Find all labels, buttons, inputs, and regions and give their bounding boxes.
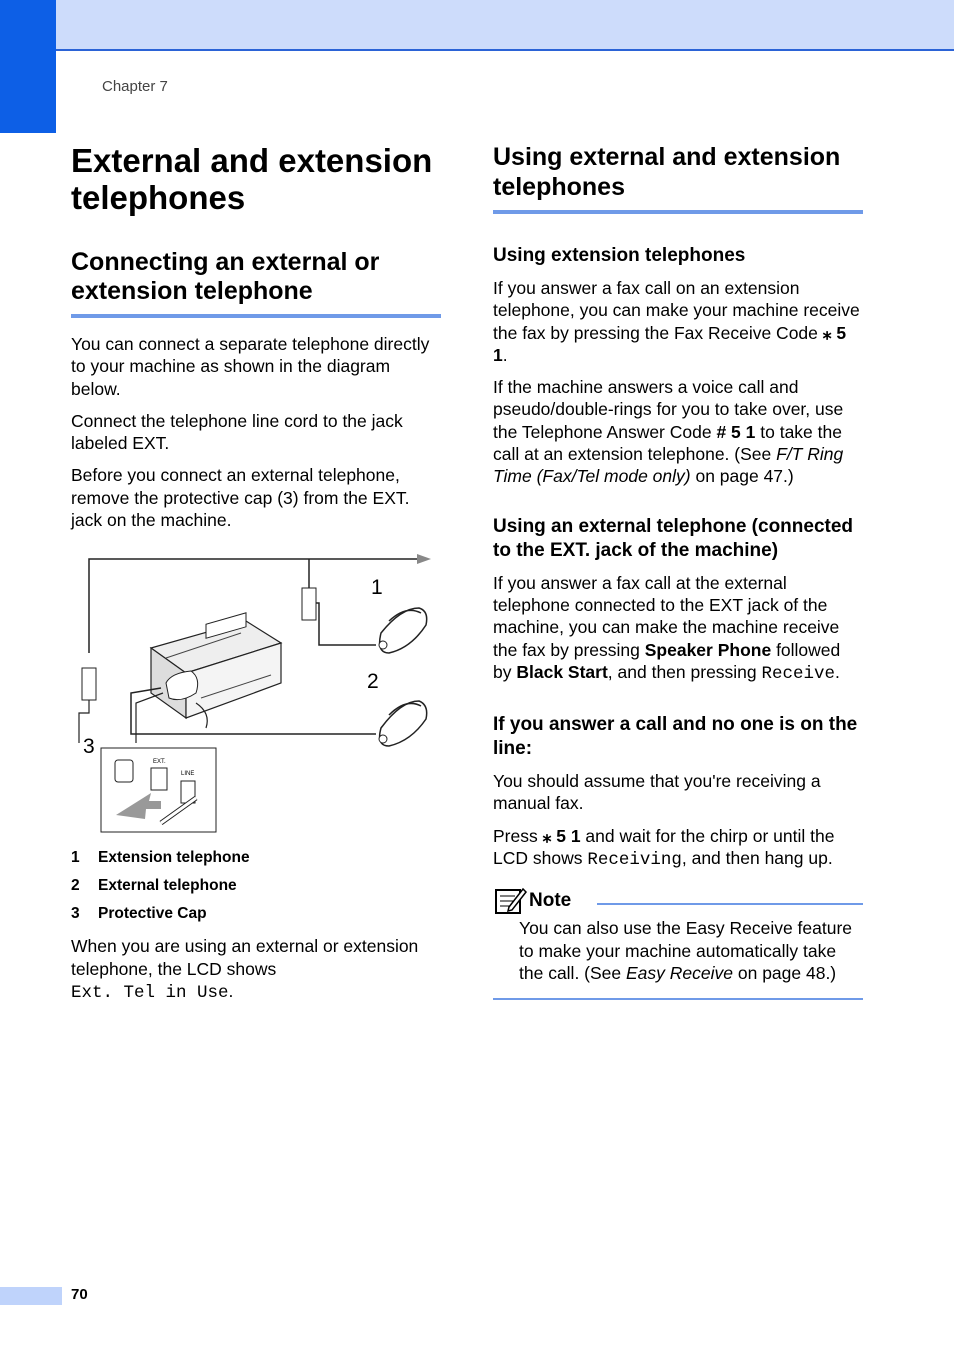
legend-item: 3 Protective Cap bbox=[71, 905, 207, 923]
paragraph: Connect the telephone line cord to the jack labeled EXT. bbox=[71, 410, 403, 454]
lcd-text: Ext. Tel in Use bbox=[71, 982, 229, 1003]
legend-item: 1 Extension telephone bbox=[71, 849, 250, 867]
note-text: You can also use the Easy Receive feature to make your machine automatically take the call. (See Easy Receive on page 48.) bbox=[519, 918, 853, 983]
note-pencil-icon bbox=[495, 885, 527, 915]
connection-diagram bbox=[71, 553, 441, 843]
machine-icon bbox=[151, 613, 281, 718]
page-tab bbox=[0, 1287, 62, 1305]
page-title: External and extension telephones bbox=[71, 142, 433, 216]
subheading-extension: Using extension telephones bbox=[493, 245, 746, 266]
diagram-legend bbox=[71, 849, 441, 933]
paragraph: When you are using an external or extension telephone, the LCD shows Ext. Tel in Use. bbox=[71, 936, 419, 1003]
paragraph: If you answer a fax call at the external telephone connected to the EXT jack of the machine, you can make the machine receive the fax by pressing Speaker Phone followed by Black Start, and then pressing Receive. bbox=[493, 572, 841, 684]
jack-label-ext: EXT. bbox=[153, 759, 166, 766]
section-heading-connecting: Connecting an external or extension telephone bbox=[71, 248, 441, 318]
subheading-external: Using an external telephone (connected to the EXT. jack of the machine) bbox=[493, 515, 854, 561]
paragraph: You can connect a separate telephone directly to your machine as shown in the diagram below. bbox=[71, 334, 430, 399]
protective-cap-icon bbox=[115, 760, 133, 782]
wall-jack-icon bbox=[82, 668, 96, 700]
chapter-label: Chapter 7 bbox=[102, 78, 168, 95]
note-box bbox=[493, 883, 863, 1000]
callout-3: 3 bbox=[83, 735, 95, 759]
right-column bbox=[493, 142, 863, 1000]
header-bar bbox=[0, 0, 954, 51]
paragraph: Press ⁎ 5 1 and wait for the chirp or until the LCD shows Receiving, and then hang up. bbox=[493, 825, 835, 871]
extension-telephone-icon bbox=[379, 608, 427, 653]
paragraph: If you answer a fax call on an extension telephone, you can make your machine receive the fax by pressing the Fax Receive Code ⁎ 5 1. bbox=[493, 278, 860, 365]
subheading-no-one: If you answer a call and no one is on the line: bbox=[493, 714, 858, 760]
legend-item: 2 External telephone bbox=[71, 877, 237, 895]
external-telephone-icon bbox=[379, 701, 427, 746]
page-number: 70 bbox=[71, 1286, 88, 1303]
paragraph: You should assume that you're receiving a manual fax. bbox=[493, 771, 821, 814]
arrow-icon bbox=[417, 554, 431, 564]
chapter-tab bbox=[0, 0, 56, 133]
jack-label-line: LINE bbox=[181, 771, 195, 778]
wall-jack-icon bbox=[302, 588, 316, 620]
note-title: Note bbox=[529, 890, 572, 912]
left-column bbox=[71, 142, 441, 1004]
section-heading-using: Using external and extension telephones bbox=[493, 142, 863, 214]
paragraph: Before you connect an external telephone, remove the protective cap (3) from the EXT. jack on the machine. bbox=[71, 465, 410, 531]
paragraph: If the machine answers a voice call and pseudo/double-rings for you to take over, use the Telephone Answer Code # 5 1 to take the call at an extension telephone. (See F/T Ring Time (Fax/Tel mode only) on page 47.) bbox=[493, 377, 844, 487]
callout-1: 1 bbox=[371, 576, 383, 600]
callout-2: 2 bbox=[367, 670, 379, 694]
